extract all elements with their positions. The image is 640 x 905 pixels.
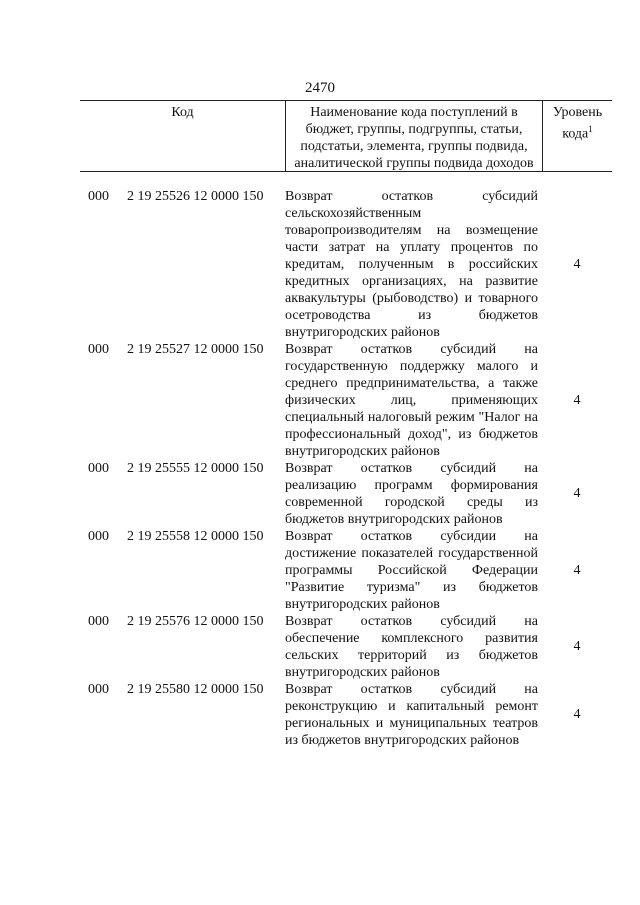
table-row — [80, 188, 612, 341]
page-number: 2470 — [305, 80, 335, 96]
budget-code: 2 19 25527 12 0000 150 — [127, 342, 264, 357]
table-body — [80, 188, 612, 749]
row-level: 4 — [573, 486, 581, 501]
header-code: Код — [171, 105, 194, 120]
row-level: 4 — [573, 256, 581, 272]
row-description: Возврат остатков субсидий на реконструкцию и капитальный ремонт региональных и муниципальных театров из бюджетов внутригородских районов — [285, 682, 538, 748]
admin-code: 000 — [88, 461, 109, 476]
budget-code: 2 19 25558 12 0000 150 — [127, 529, 264, 544]
row-level: 4 — [573, 392, 581, 408]
admin-code: 000 — [88, 342, 109, 357]
header-level — [543, 104, 612, 143]
row-description: Возврат остатков субсидий на государственную поддержку малого и среднего предпринимательства, а также физических лиц, применяющих специальный налоговый режим "Налог на профессиональный доход", из бюджетов внутригородских районов — [285, 342, 538, 459]
budget-code: 2 19 25580 12 0000 150 — [127, 682, 264, 697]
row-level: 4 — [573, 562, 581, 578]
row-description: Возврат остатков субсидии на достижение показателей государственной программы Российской Федерации "Развитие туризма" из бюджетов внутригородских районов — [285, 529, 538, 612]
admin-code: 000 — [88, 682, 109, 697]
table-row — [80, 460, 612, 528]
row-description: Возврат остатков субсидий на обеспечение комплексного развития сельских территорий из бюджетов внутригородских районов — [285, 614, 538, 680]
table-row — [80, 681, 612, 749]
table-row — [80, 613, 612, 681]
header-name: Наименование кода поступлений в бюджет, группы, подгруппы, статьи, подстатьи, элемента, группы подвида, аналитической группы подвида доходов — [294, 105, 534, 171]
table-header — [80, 100, 612, 172]
row-level: 4 — [573, 707, 581, 722]
admin-code: 000 — [88, 189, 109, 204]
row-description: Возврат остатков субсидий сельскохозяйственным товаропроизводителям на возмещение части затрат на уплату процентов по кредитам, полученным в российских кредитных организациях, на развитие аквакультуры (рыбоводство) и товарного осетроводства из бюджетов внутригородских районов — [285, 189, 538, 340]
header-level-label: Уровень кода — [552, 105, 603, 142]
row-level: 4 — [573, 639, 581, 654]
table-row — [80, 528, 612, 613]
row-description: Возврат остатков субсидий на реализацию программ формирования современной городской среды из бюджетов внутригородских районов — [285, 461, 538, 527]
header-level-footnote: 1 — [588, 124, 593, 134]
admin-code: 000 — [88, 529, 109, 544]
budget-code: 2 19 25526 12 0000 150 — [127, 189, 264, 204]
budget-code: 2 19 25576 12 0000 150 — [127, 614, 264, 629]
admin-code: 000 — [88, 614, 109, 629]
budget-code: 2 19 25555 12 0000 150 — [127, 461, 264, 476]
table-row — [80, 341, 612, 460]
